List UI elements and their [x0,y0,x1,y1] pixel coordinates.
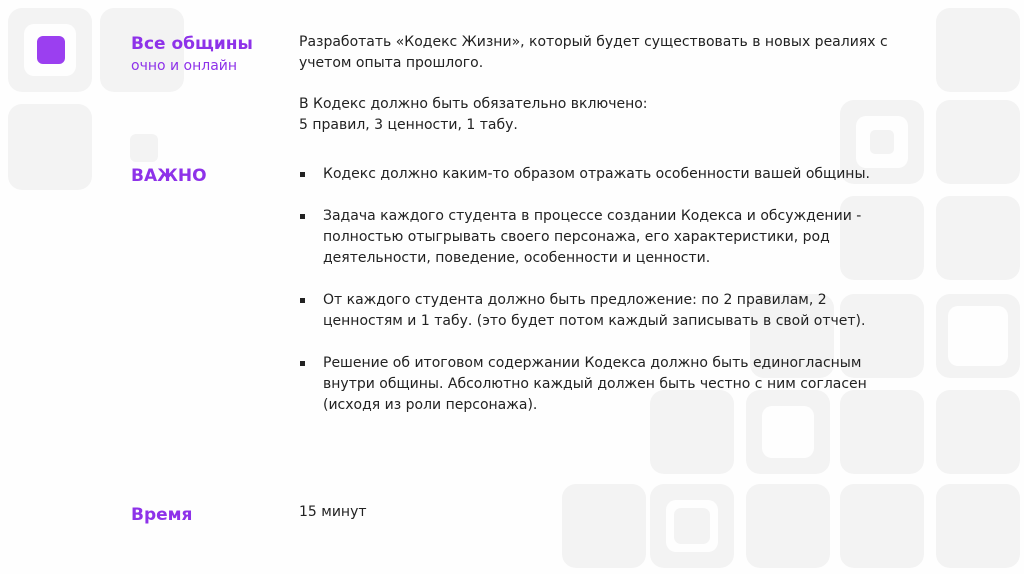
section-title-all-communities: Все общины [131,34,253,54]
intro-line-2: учетом опыта прошлого. [299,55,484,71]
bullet-text: Кодекс должно каким-то образом отражать особенности вашей общины. [323,166,870,182]
bullet-text: От каждого студента должно быть предложение: по 2 правилам, 2 ценностям и 1 табу. (это будет потом каждый записывать в свой отчет). [323,292,866,329]
section-title-time: Время [131,505,193,525]
bullet-square-icon [300,214,305,219]
bullet-item [299,164,879,185]
logo-square-icon [37,36,65,64]
bullet-square-icon [300,172,305,177]
important-bullet-list [299,164,879,437]
bullet-item [299,290,879,332]
intro-line-3: В Кодекс должно быть обязательно включено: [299,96,648,112]
section-subtitle-format: очно и онлайн [131,58,238,74]
bullet-item [299,353,879,416]
bullet-square-icon [300,298,305,303]
time-value: 15 минут [299,504,367,520]
section-title-important: ВАЖНО [131,166,207,186]
bullet-text: Задача каждого студента в процессе создании Кодекса и обсуждении - полностью отыгрывать своего персонажа, его характеристики, род деятельности, поведение, особенности и ценности. [323,208,862,266]
bullet-item [299,206,879,269]
intro-line-4: 5 правил, 3 ценности, 1 табу. [299,117,518,133]
bullet-text: Решение об итоговом содержании Кодекса должно быть единогласным внутри общины. Абсолютно каждый должен быть честно с ним согласен (исходя из роли персонажа). [323,355,867,413]
bullet-square-icon [300,361,305,366]
intro-line-1: Разработать «Кодекс Жизни», который будет существовать в новых реалиях с [299,34,888,50]
